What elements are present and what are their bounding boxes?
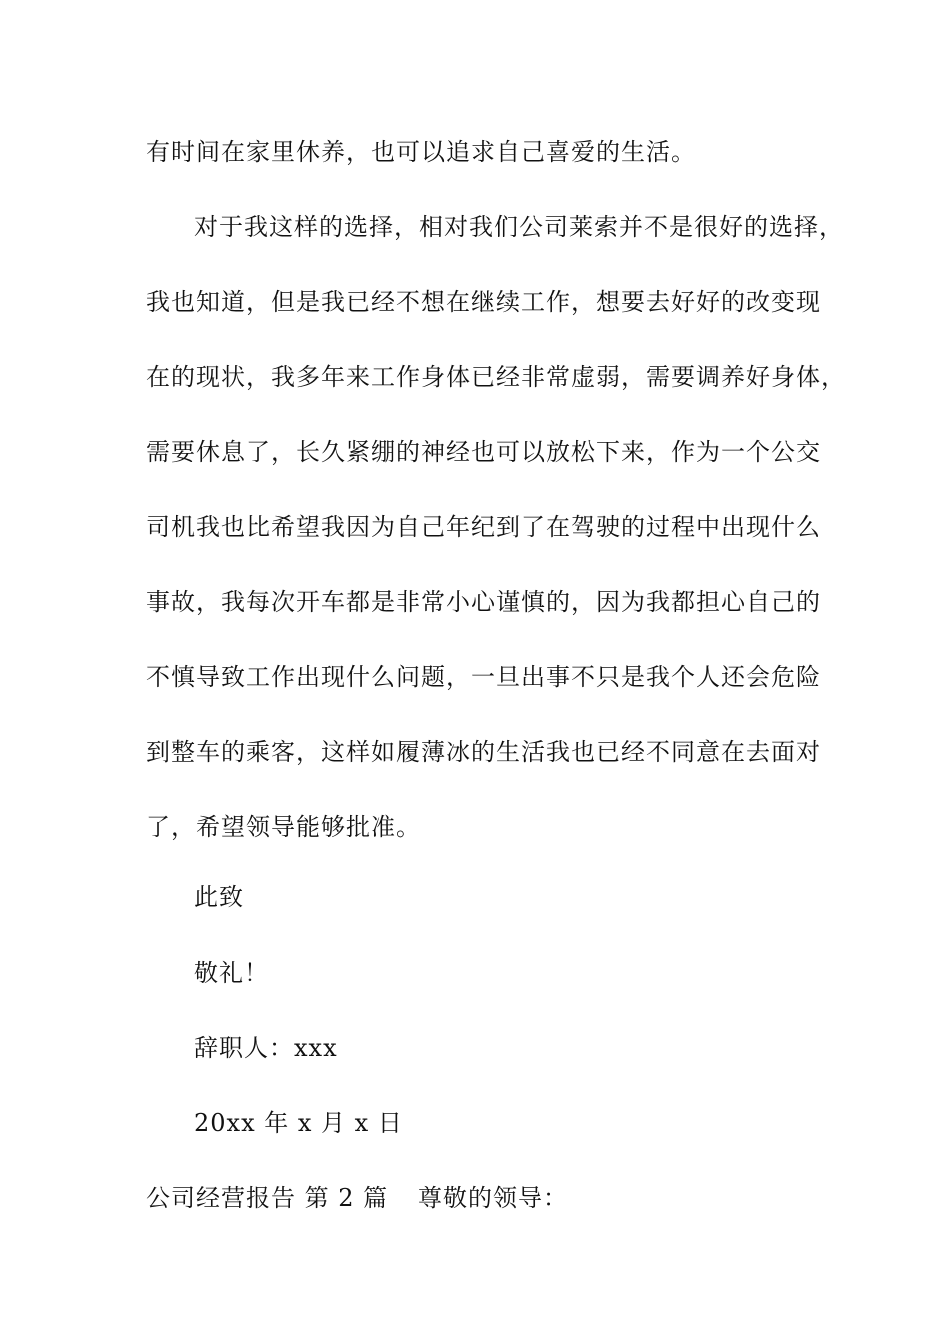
section-greeting: 尊敬的领导： xyxy=(418,1184,568,1212)
body-line: 我也知道，但是我已经不想在继续工作，想要去好好的改变现 xyxy=(146,288,821,316)
body-line: 司机我也比希望我因为自己年纪到了在驾驶的过程中出现什么 xyxy=(146,513,821,541)
body-line: 不慎导致工作出现什么问题，一旦出事不只是我个人还会危险 xyxy=(146,663,821,691)
section-title: 公司经营报告 第 2 篇 xyxy=(146,1184,389,1212)
body-line: 到整车的乘客，这样如履薄冰的生活我也已经不同意在去面对 xyxy=(146,738,821,766)
date-line: 20xx 年 x 月 x 日 xyxy=(194,1109,403,1137)
body-line: 事故，我每次开车都是非常小心谨慎的，因为我都担心自己的 xyxy=(146,588,821,616)
closing-regards: 敬礼！ xyxy=(194,959,269,987)
body-line: 在的现状，我多年来工作身体已经非常虚弱，需要调养好身体， xyxy=(146,363,846,391)
signer-line: 辞职人：xxx xyxy=(194,1034,338,1062)
body-line: 需要休息了，长久紧绷的神经也可以放松下来，作为一个公交 xyxy=(146,438,821,466)
body-line: 有时间在家里休养，也可以追求自己喜爱的生活。 xyxy=(146,138,696,166)
body-line: 了，希望领导能够批准。 xyxy=(146,813,421,841)
closing-salutation: 此致 xyxy=(194,883,244,911)
body-paragraph-start: 对于我这样的选择，相对我们公司莱索并不是很好的选择， xyxy=(194,213,844,241)
